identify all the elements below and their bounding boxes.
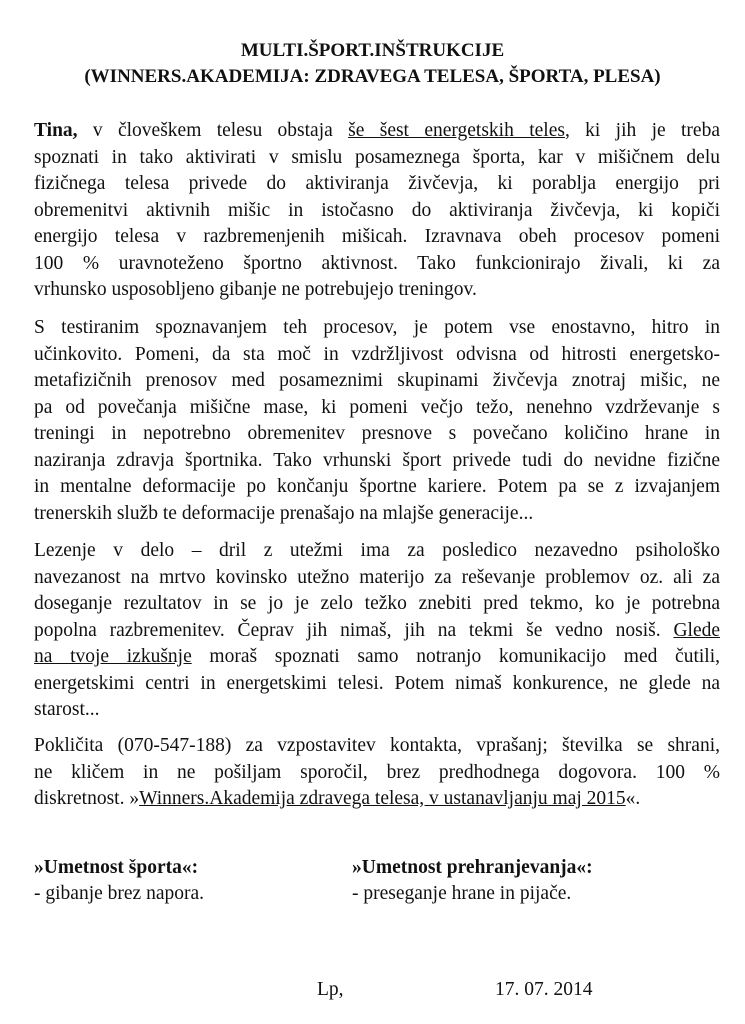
text-line: Pokličita (070-547-188) za vzpostavitev kontakta, vprašanj; številka se shrani, <box>34 735 720 756</box>
paragraph-weights <box>34 538 720 724</box>
text-line: doseganje rezultatov in se jo je zelo težko znebiti pred tekmo, ko je potrebna <box>34 593 720 614</box>
sport-art-item: - gibanje brez napora. <box>34 883 204 904</box>
underlined-phrase: še šest energetskih teles <box>348 120 565 141</box>
sport-art-column <box>34 855 204 907</box>
text-line: vrhunsko usposobljeno gibanje ne potrebujejo treningov. <box>34 279 477 300</box>
paragraph-intro <box>34 118 720 304</box>
text-line: navezanost na mrtvo kovinsko utežno materijo za reševanje problemov oz. ali za <box>34 566 720 588</box>
text-line: energetskimi centri in energetskimi telesi. Potem nimaš konkurence, ne glede na <box>34 672 720 694</box>
text-span: , ki jih je treba <box>564 120 720 141</box>
text-span: v človeškem telesu obstaja <box>77 120 349 141</box>
text-line: trenerskih služb te deformacije prenašajo na mlajše generacije... <box>34 502 534 524</box>
text-line: spoznati in tako aktivirati v smislu posameznega športa, kar v mišičnem delu <box>34 146 720 168</box>
text-line: pa od povečanja mišične mase, ki pomeni večjo težo, nenehno vzdrževanje s <box>34 396 720 418</box>
text-line: energijo telesa v razbremenjenih mišicah. Izravnava obeh procesov pomeni <box>34 226 720 247</box>
text-span: «. <box>625 788 641 809</box>
text-line: obremenitvi aktivnih mišic in istočasno do aktiviranja živčevja, ki kopiči <box>34 199 720 221</box>
underlined-phrase: Glede <box>673 619 720 641</box>
text-line: naziranja zdravja športnika. Tako vrhunski šport privede tudi do nevidne fizične <box>34 449 720 471</box>
text-line: treningi in nepotrebno obremenitev presnove s povečano količino hrane in <box>34 423 720 444</box>
paragraph-contact <box>34 733 720 813</box>
sport-art-heading: »Umetnost športa«: <box>34 857 199 878</box>
signature-date: 17. 07. 2014 <box>495 979 593 1000</box>
nutrition-art-column <box>352 855 593 907</box>
signature-greeting: Lp, <box>317 979 344 1000</box>
text-span: popolna razbremenitev. Čeprav jih nimaš, jih na tekmi še vedno nosiš. <box>34 619 674 641</box>
text-line: Lezenje v delo – dril z utežmi ima za posledico nezavedno psihološko <box>34 540 720 561</box>
text-line: ne kličem in ne pošiljam sporočil, brez predhodnega dogovora. 100 % <box>34 761 720 783</box>
paragraph-testing <box>34 315 720 527</box>
academy-name: Winners.Akademija zdravega telesa, v ustanavljanju maj 2015 <box>139 788 626 809</box>
text-line: metafizičnih prenosov med posameznimi skupinami živčevja znotraj mišic, ne <box>34 370 720 391</box>
addressee-name: Tina, <box>34 120 78 141</box>
text-line: starost... <box>34 699 100 720</box>
text-line: učinkovito. Pomeni, da sta moč in vzdržljivost odvisna od hitrosti energetsko- <box>34 343 720 365</box>
text-span: diskretnost. » <box>34 788 140 809</box>
text-line: 100 % uravnoteženo športno aktivnost. Tako funkcionirajo živali, ki za <box>34 252 720 274</box>
document-subtitle: (WINNERS.AKADEMIJA: ZDRAVEGA TELESA, ŠPORTA, PLESA) <box>84 66 661 87</box>
nutrition-art-item: - preseganje hrane in pijače. <box>352 883 572 904</box>
document-title: MULTI.ŠPORT.INŠTRUKCIJE <box>240 40 505 61</box>
text-line: S testiranim spoznavanjem teh procesov, je potem vse enostavno, hitro in <box>34 317 720 338</box>
nutrition-art-heading: »Umetnost prehranjevanja«: <box>352 857 593 878</box>
text-line: in mentalne deformacije po končanju športne kariere. Potem pa se z izvajanjem <box>34 476 720 497</box>
text-span: moraš spoznati samo notranjo komunikacijo med čutili, <box>191 646 720 667</box>
underlined-phrase: na tvoje izkušnje <box>34 646 192 667</box>
text-line: fizičnega telesa privede do aktiviranja živčevja, ki porablja energijo pri <box>34 173 720 194</box>
